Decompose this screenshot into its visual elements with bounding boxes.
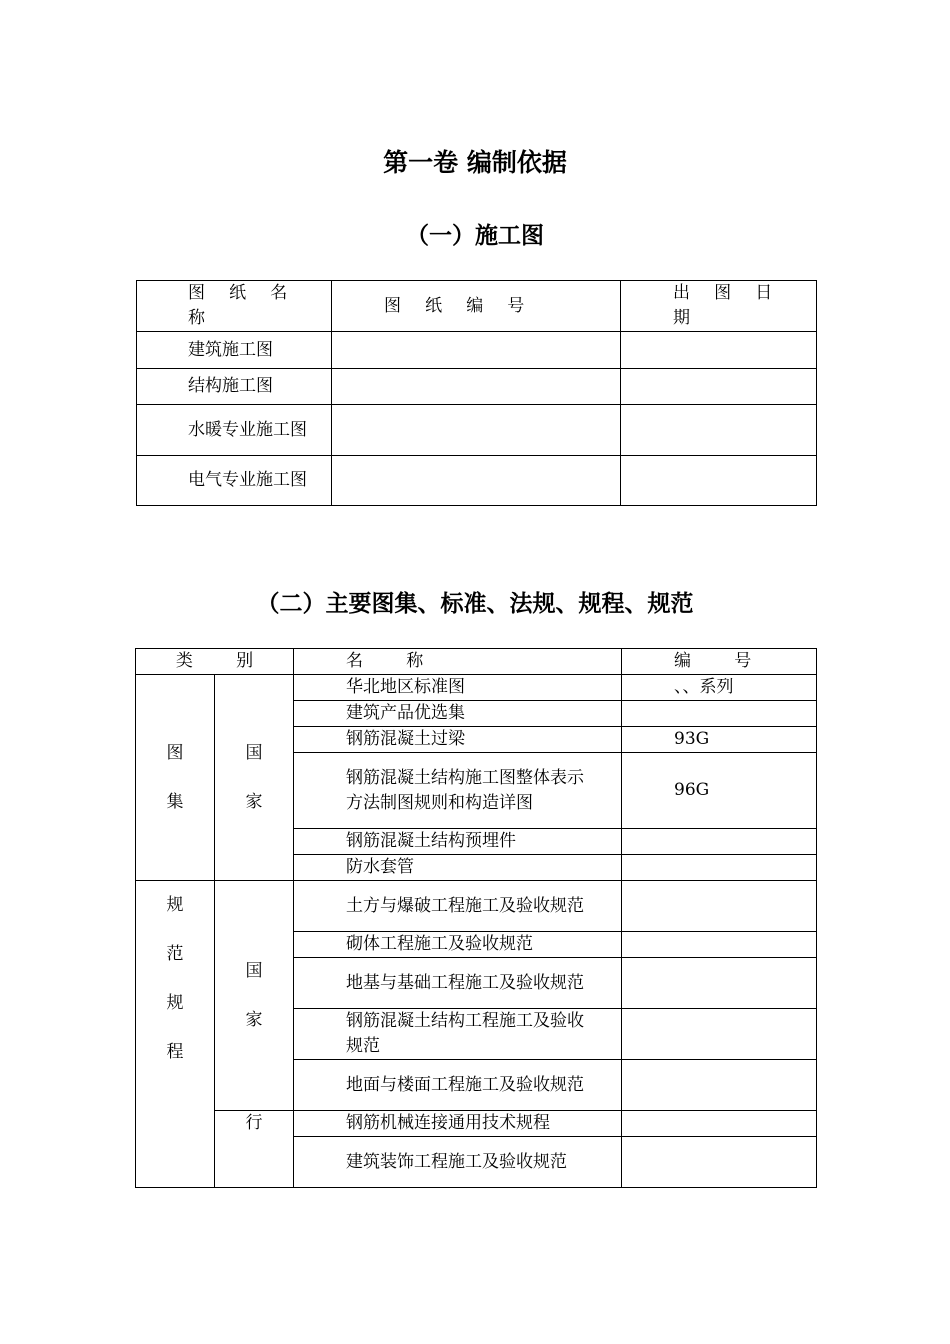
header-name: 名 称 xyxy=(294,649,622,675)
category-char: 规 xyxy=(166,895,184,915)
category-codes xyxy=(136,881,215,1188)
standard-name: 防水套管 xyxy=(294,855,622,881)
table-row xyxy=(137,332,817,369)
drawing-number xyxy=(332,332,621,369)
table-row xyxy=(136,1111,817,1137)
table-header-row xyxy=(136,649,817,675)
table-row xyxy=(136,881,817,932)
standard-code: 96G xyxy=(622,753,817,829)
level-char: 行 xyxy=(245,1113,263,1133)
standard-code xyxy=(622,958,817,1009)
category-char: 集 xyxy=(166,791,184,812)
level-national xyxy=(215,675,294,881)
standard-code xyxy=(622,1137,817,1188)
table-row xyxy=(137,369,817,405)
drawing-name: 电气专业施工图 xyxy=(137,456,332,506)
standard-code xyxy=(622,1111,817,1137)
issue-date xyxy=(621,405,817,456)
table-row xyxy=(137,405,817,456)
drawing-number xyxy=(332,369,621,405)
category-char: 规 xyxy=(166,993,184,1013)
issue-date xyxy=(621,456,817,506)
level-national xyxy=(215,881,294,1111)
table-row xyxy=(136,675,817,701)
issue-date xyxy=(621,369,817,405)
drawing-name: 水暖专业施工图 xyxy=(137,405,332,456)
level-char: 国 xyxy=(245,742,263,763)
standard-code xyxy=(622,932,817,958)
standard-code xyxy=(622,1060,817,1111)
header-drawing-name: 图 纸 名 称 xyxy=(137,281,332,332)
level-industry xyxy=(215,1111,294,1188)
header-code: 编 号 xyxy=(622,649,817,675)
standards-table xyxy=(135,648,817,1188)
header-drawing-number: 图 纸 编 号 xyxy=(332,281,621,332)
table-header-row xyxy=(137,281,817,332)
standard-code: 93G xyxy=(622,727,817,753)
level-char: 国 xyxy=(245,960,263,981)
standard-name: 钢筋混凝土结构工程施工及验收规范 xyxy=(294,1009,622,1060)
standard-code xyxy=(622,881,817,932)
standard-name: 建筑装饰工程施工及验收规范 xyxy=(294,1137,622,1188)
standard-code: 、、系列 xyxy=(622,675,817,701)
standard-name: 地面与楼面工程施工及验收规范 xyxy=(294,1060,622,1111)
standard-name: 华北地区标准图 xyxy=(294,675,622,701)
standard-name: 建筑产品优选集 xyxy=(294,701,622,727)
standard-name: 地基与基础工程施工及验收规范 xyxy=(294,958,622,1009)
drawing-name: 结构施工图 xyxy=(137,369,332,405)
standard-code xyxy=(622,855,817,881)
category-char: 图 xyxy=(166,742,184,763)
category-char: 程 xyxy=(166,1042,184,1062)
section-title-drawings: （一）施工图 xyxy=(406,223,544,249)
standard-code xyxy=(622,829,817,855)
header-issue-date: 出 图 日 期 xyxy=(621,281,817,332)
standard-name: 钢筋混凝土过梁 xyxy=(294,727,622,753)
table-row xyxy=(137,456,817,506)
category-char: 范 xyxy=(166,944,184,964)
level-char: 家 xyxy=(245,791,263,812)
category-atlas xyxy=(136,675,215,881)
issue-date xyxy=(621,332,817,369)
standard-code xyxy=(622,701,817,727)
standard-code xyxy=(622,1009,817,1060)
level-char: 家 xyxy=(245,1009,263,1030)
header-category: 类 别 xyxy=(136,649,294,675)
standard-name: 砌体工程施工及验收规范 xyxy=(294,932,622,958)
standard-name: 钢筋混凝土结构施工图整体表示方法制图规则和构造详图 xyxy=(294,753,622,829)
standard-name: 钢筋混凝土结构预埋件 xyxy=(294,829,622,855)
drawing-number xyxy=(332,405,621,456)
drawing-name: 建筑施工图 xyxy=(137,332,332,369)
volume-title: 第一卷 编制依据 xyxy=(383,148,567,177)
standard-name: 土方与爆破工程施工及验收规范 xyxy=(294,881,622,932)
drawings-table xyxy=(136,280,817,506)
section-title-standards: （二）主要图集、标准、法规、规程、规范 xyxy=(256,591,694,617)
standard-name: 钢筋机械连接通用技术规程 xyxy=(294,1111,622,1137)
drawing-number xyxy=(332,456,621,506)
